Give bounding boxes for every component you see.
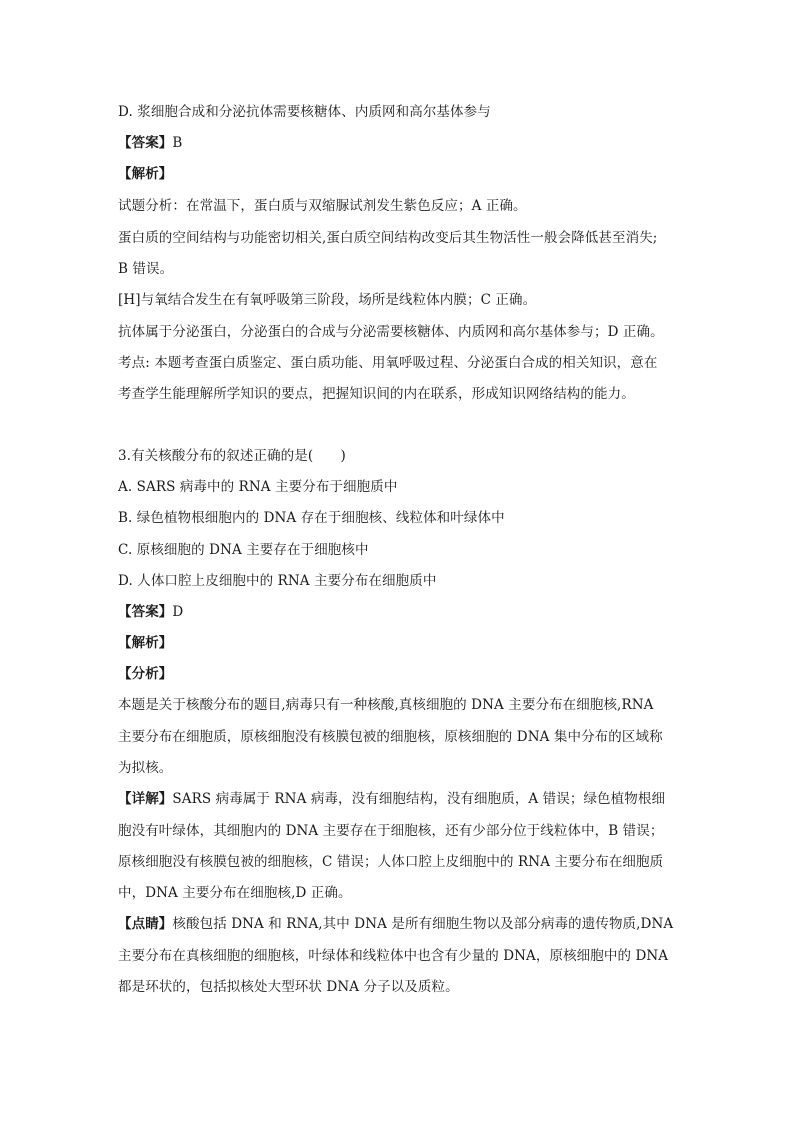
q3-option-b: B. 绿色植物根细胞内的 DNA 存在于细胞核、线粒体和叶绿体中 (118, 510, 505, 526)
q3-answer-label: 【答案】 (118, 604, 173, 620)
q3-xiangjie-line: 原核细胞没有核膜包被的细胞核，C 错误；人体口腔上皮细胞中的 RNA 主要分布在细胞质 (118, 854, 664, 870)
q3-dianjing-label: 【点睛】 (118, 916, 173, 932)
q3-analysis-label: 【解析】 (118, 635, 173, 651)
q3-answer-value: D (172, 604, 184, 620)
q2-option-d: D. 浆细胞合成和分泌抗体需要核糖体、内质网和高尔基体参与 (118, 104, 491, 120)
q2-answer-label: 【答案】 (118, 135, 173, 151)
q2-analysis-line: B 错误。 (118, 261, 174, 277)
q2-analysis-line: [H]与氧结合发生在有氧呼吸第三阶段，场所是线粒体内膜；C 正确。 (118, 292, 537, 308)
q2-analysis-line: 试题分析：在常温下，蛋白质与双缩脲试剂发生紫色反应；A 正确。 (118, 198, 527, 214)
q3-option-a: A. SARS 病毒中的 RNA 主要分布于细胞质中 (118, 479, 398, 495)
q2-answer-value: B (172, 135, 183, 151)
q3-dianjing-line: 主要分布在真核细胞的细胞核，叶绿体和线粒体中也含有少量的 DNA，原核细胞中的 DNA (118, 948, 669, 964)
q3-fenxi-line: 本题是关于核酸分布的题目,病毒只有一种核酸,真核细胞的 DNA 主要分布在细胞核,RNA (118, 697, 654, 713)
q3-option-c: C. 原核细胞的 DNA 主要存在于细胞核中 (118, 542, 369, 558)
q3-fenxi-label: 【分析】 (118, 666, 173, 682)
q3-question: 3.有关核酸分布的叙述正确的是( ) (118, 448, 346, 464)
q3-dianjing-line (118, 914, 673, 934)
q3-dianjing-line: 都是环状的，包括拟核处大型环状 DNA 分子以及质粒。 (118, 979, 459, 995)
q3-xiangjie-line: 胞没有叶绿体，其细胞内的 DNA 主要存在于细胞核，还有少部分位于线粒体中，B 错误； (118, 823, 664, 839)
q3-xiangjie-text: SARS 病毒属于 RNA 病毒，没有细胞结构，没有细胞质，A 错误；绿色植物根细 (172, 791, 666, 807)
q2-analysis-line: 抗体属于分泌蛋白，分泌蛋白的合成与分泌需要核糖体、内质网和高尔基体参与；D 正确。 (118, 324, 664, 340)
q3-fenxi-line: 主要分布在细胞质，原核细胞没有核膜包被的细胞核，原核细胞的 DNA 集中分布的区域称 (118, 729, 663, 745)
q3-dianjing-text: 核酸包括 DNA 和 RNA,其中 DNA 是所有细胞生物以及部分病毒的遗传物质,DNA (172, 916, 674, 932)
q3-answer (118, 602, 183, 622)
q3-fenxi-line: 为拟核。 (118, 760, 173, 776)
q2-analysis-line: 考查学生能理解所学知识的要点，把握知识间的内在联系，形成知识网络结构的能力。 (118, 386, 635, 402)
q2-answer (118, 133, 182, 153)
q2-analysis-label: 【解析】 (118, 166, 173, 182)
q3-xiangjie-label: 【详解】 (118, 791, 173, 807)
q3-option-d: D. 人体口腔上皮细胞中的 RNA 主要分布在细胞质中 (118, 573, 437, 589)
q3-xiangjie-line (118, 789, 665, 809)
q3-xiangjie-line: 中，DNA 主要分布在细胞核,D 正确。 (118, 885, 352, 901)
q2-analysis-line: 考点: 本题考查蛋白质鉴定、蛋白质功能、用氧呼吸过程、分泌蛋白合成的相关知识，意在 (118, 355, 658, 371)
q2-analysis-line: 蛋白质的空间结构与功能密切相关,蛋白质空间结构改变后其生物活性一般会降低甚至消失; (118, 230, 658, 246)
